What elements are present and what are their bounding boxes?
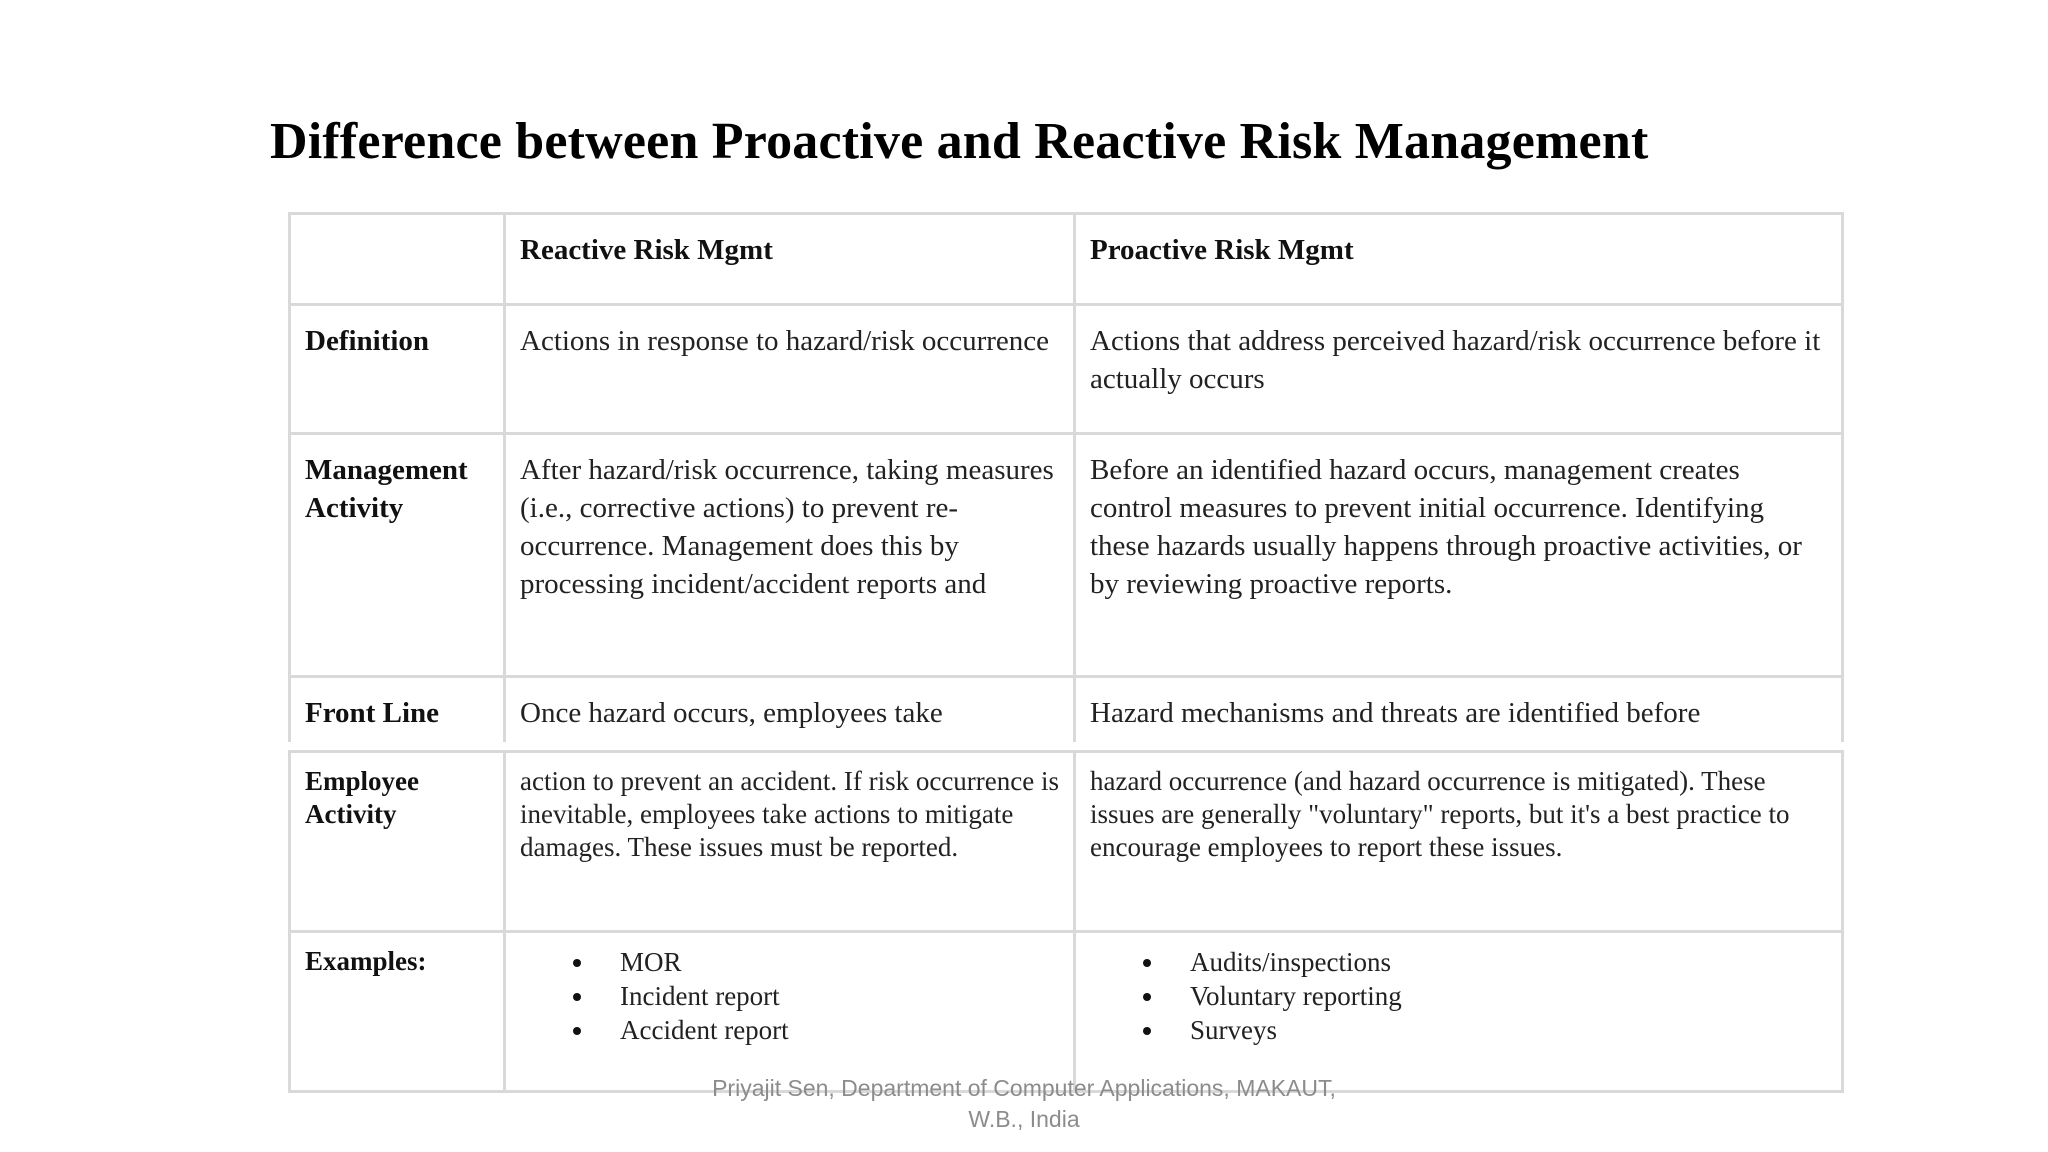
row-label-employee-activity: Employee Activity bbox=[290, 752, 505, 932]
row-label-front-line: Front Line bbox=[290, 677, 505, 743]
comparison-table-top bbox=[288, 212, 1844, 742]
comparison-table-bottom bbox=[288, 750, 1844, 1093]
table-row-examples bbox=[290, 932, 1843, 1092]
table-row-employee-activity bbox=[290, 752, 1843, 932]
header-cell-reactive: Reactive Risk Mgmt bbox=[505, 214, 1075, 305]
table-row-definition bbox=[290, 305, 1843, 434]
row-label-definition: Definition bbox=[290, 305, 505, 434]
header-cell-empty bbox=[290, 214, 505, 305]
header-cell-proactive: Proactive Risk Mgmt bbox=[1075, 214, 1843, 305]
list-item: Accident report bbox=[620, 1013, 1059, 1047]
cell-employee-activity-reactive: action to prevent an accident. If risk occurrence is inevitable, employees take actions to mitigate damages. These issues must be reported. bbox=[505, 752, 1075, 932]
cell-examples-proactive bbox=[1075, 932, 1843, 1092]
cell-front-line-proactive: Hazard mechanisms and threats are identified before bbox=[1075, 677, 1843, 743]
list-item: Incident report bbox=[620, 979, 1059, 1013]
examples-list-proactive bbox=[1090, 945, 1827, 1047]
cell-employee-activity-proactive: hazard occurrence (and hazard occurrence is mitigated). These issues are generally "voluntary" reports, but it's a best practice to encourage employees to report these issues. bbox=[1075, 752, 1843, 932]
cell-management-activity-reactive: After hazard/risk occurrence, taking measures (i.e., corrective actions) to prevent re-occurrence. Management does this by processing incident/accident reports and bbox=[505, 434, 1075, 677]
cell-definition-reactive: Actions in response to hazard/risk occurrence bbox=[505, 305, 1075, 434]
table-row-management-activity bbox=[290, 434, 1843, 677]
list-item: Voluntary reporting bbox=[1190, 979, 1827, 1013]
footer-line-1: Priyajit Sen, Department of Computer Applications, MAKAUT, bbox=[712, 1075, 1336, 1101]
list-item: MOR bbox=[620, 945, 1059, 979]
list-item: Surveys bbox=[1190, 1013, 1827, 1047]
footer-line-2: W.B., India bbox=[968, 1106, 1080, 1132]
table-row-front-line bbox=[290, 677, 1843, 743]
cell-management-activity-proactive: Before an identified hazard occurs, management creates control measures to prevent initial occurrence. Identifying these hazards usually happens through proactive activities, or by reviewing proactive reports. bbox=[1075, 434, 1843, 677]
row-label-examples: Examples: bbox=[290, 932, 505, 1092]
cell-examples-reactive bbox=[505, 932, 1075, 1092]
cell-front-line-reactive: Once hazard occurs, employees take bbox=[505, 677, 1075, 743]
examples-list-reactive bbox=[520, 945, 1059, 1047]
list-item: Audits/inspections bbox=[1190, 945, 1827, 979]
slide-title: Difference between Proactive and Reactive Risk Management bbox=[270, 113, 1649, 170]
slide-footer bbox=[0, 1073, 2048, 1135]
row-label-management-activity: Management Activity bbox=[290, 434, 505, 677]
cell-definition-proactive: Actions that address perceived hazard/risk occurrence before it actually occurs bbox=[1075, 305, 1843, 434]
table-header-row bbox=[290, 214, 1843, 305]
